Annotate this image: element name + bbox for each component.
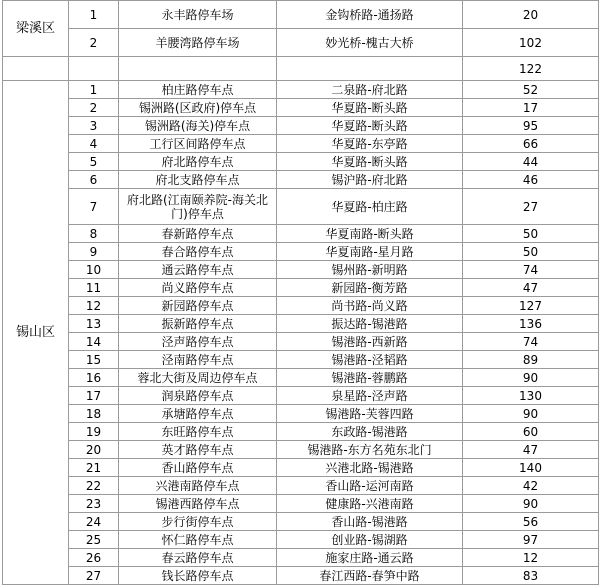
table-row: [3, 333, 599, 351]
row-number: 27: [69, 567, 119, 585]
road-section: 华夏路-断头路: [277, 153, 463, 171]
space-count: 140: [463, 459, 599, 477]
road-section: 华夏路-断头路: [277, 99, 463, 117]
space-count: 74: [463, 261, 599, 279]
space-count: 20: [463, 1, 599, 29]
empty-cell: [3, 57, 69, 81]
row-number: 10: [69, 261, 119, 279]
parking-name: 英才路停车点: [119, 441, 277, 459]
road-section: 尚书路-尚义路: [277, 297, 463, 315]
row-number: 18: [69, 405, 119, 423]
space-count: 130: [463, 387, 599, 405]
parking-name: 泾南路停车点: [119, 351, 277, 369]
parking-name: 怀仁路停车点: [119, 531, 277, 549]
space-count: 97: [463, 531, 599, 549]
row-number: 15: [69, 351, 119, 369]
row-number: 11: [69, 279, 119, 297]
road-section: 香山路-运河南路: [277, 477, 463, 495]
space-count: 95: [463, 117, 599, 135]
row-number: 2: [69, 29, 119, 57]
parking-name: 香山路停车点: [119, 459, 277, 477]
parking-name: 兴港南路停车点: [119, 477, 277, 495]
table-row: [3, 243, 599, 261]
road-section: 锡州路-新明路: [277, 261, 463, 279]
row-number: 9: [69, 243, 119, 261]
table-row: [3, 153, 599, 171]
parking-name: 润泉路停车点: [119, 387, 277, 405]
space-count: 44: [463, 153, 599, 171]
space-count: 52: [463, 81, 599, 99]
parking-name: 锡洲路(海关)停车点: [119, 117, 277, 135]
space-count: 102: [463, 29, 599, 57]
road-section: 施家庄路-通云路: [277, 549, 463, 567]
road-section: 二泉路-府北路: [277, 81, 463, 99]
road-section: 新园路-衡芳路: [277, 279, 463, 297]
road-section: 锡港路-蓉鹏路: [277, 369, 463, 387]
parking-name: 泾声路停车点: [119, 333, 277, 351]
parking-name: 钱长路停车点: [119, 567, 277, 585]
space-count: 66: [463, 135, 599, 153]
space-count: 12: [463, 549, 599, 567]
space-count: 89: [463, 351, 599, 369]
road-section: 锡港路-西新路: [277, 333, 463, 351]
road-section: 泉星路-泾声路: [277, 387, 463, 405]
road-section: 创业路-锡湖路: [277, 531, 463, 549]
parking-name: 春云路停车点: [119, 549, 277, 567]
table-row: [3, 225, 599, 243]
table-row: [3, 171, 599, 189]
empty-cell: [69, 57, 119, 81]
space-count: 74: [463, 333, 599, 351]
road-section: 健康路-兴港南路: [277, 495, 463, 513]
row-number: 23: [69, 495, 119, 513]
row-number: 21: [69, 459, 119, 477]
parking-name: 柏庄路停车点: [119, 81, 277, 99]
parking-name: 东旺路停车点: [119, 423, 277, 441]
space-count: 27: [463, 189, 599, 225]
road-section: 东政路-锡港路: [277, 423, 463, 441]
parking-name: 春合路停车点: [119, 243, 277, 261]
parking-name: 府北支路停车点: [119, 171, 277, 189]
parking-name: 工行区间路停车点: [119, 135, 277, 153]
subtotal-row: [3, 57, 599, 81]
table-row: [3, 315, 599, 333]
space-count: 56: [463, 513, 599, 531]
parking-name: 锡洲路(区政府)停车点: [119, 99, 277, 117]
row-number: 7: [69, 189, 119, 225]
space-count: 60: [463, 423, 599, 441]
space-count: 17: [463, 99, 599, 117]
road-section: 振达路-锡港路: [277, 315, 463, 333]
table-row: [3, 531, 599, 549]
subtotal-value: 122: [463, 57, 599, 81]
space-count: 46: [463, 171, 599, 189]
table-body: [3, 1, 599, 585]
table-row: [3, 459, 599, 477]
row-number: 1: [69, 1, 119, 29]
parking-table: [2, 0, 599, 585]
row-number: 5: [69, 153, 119, 171]
road-section: 兴港北路-锡港路: [277, 459, 463, 477]
row-number: 22: [69, 477, 119, 495]
space-count: 50: [463, 225, 599, 243]
road-section: 锡港路-芙蓉四路: [277, 405, 463, 423]
row-number: 2: [69, 99, 119, 117]
table-row: [3, 549, 599, 567]
space-count: 90: [463, 369, 599, 387]
space-count: 136: [463, 315, 599, 333]
row-number: 20: [69, 441, 119, 459]
table-row: [3, 405, 599, 423]
table-row: [3, 29, 599, 57]
empty-cell: [277, 57, 463, 81]
empty-cell: [119, 57, 277, 81]
table-row: [3, 369, 599, 387]
row-number: 25: [69, 531, 119, 549]
road-section: 金钩桥路-通扬路: [277, 1, 463, 29]
table-row: [3, 567, 599, 585]
parking-name: 承塘路停车点: [119, 405, 277, 423]
space-count: 83: [463, 567, 599, 585]
parking-name: 步行街停车点: [119, 513, 277, 531]
table-row: [3, 297, 599, 315]
table-row: [3, 189, 599, 225]
road-section: 华夏南路-断头路: [277, 225, 463, 243]
road-section: 华夏路-柏庄路: [277, 189, 463, 225]
parking-name: 蓉北大街及周边停车点: [119, 369, 277, 387]
table-row: [3, 117, 599, 135]
parking-name: 振新路停车点: [119, 315, 277, 333]
road-section: 华夏路-断头路: [277, 117, 463, 135]
table-row: [3, 99, 599, 117]
row-number: 1: [69, 81, 119, 99]
space-count: 47: [463, 279, 599, 297]
space-count: 50: [463, 243, 599, 261]
table-row: [3, 477, 599, 495]
parking-name: 新园路停车点: [119, 297, 277, 315]
road-section: 妙光桥-槐古大桥: [277, 29, 463, 57]
table-row: [3, 495, 599, 513]
table-row: [3, 261, 599, 279]
row-number: 12: [69, 297, 119, 315]
space-count: 90: [463, 495, 599, 513]
parking-name: 羊腰湾路停车场: [119, 29, 277, 57]
table-row: [3, 387, 599, 405]
row-number: 17: [69, 387, 119, 405]
row-number: 4: [69, 135, 119, 153]
row-number: 14: [69, 333, 119, 351]
table-row: [3, 279, 599, 297]
table-row: [3, 513, 599, 531]
road-section: 华夏南路-星月路: [277, 243, 463, 261]
row-number: 3: [69, 117, 119, 135]
district-cell: 梁溪区: [3, 1, 69, 57]
parking-name: 尚义路停车点: [119, 279, 277, 297]
road-section: 香山路-锡港路: [277, 513, 463, 531]
table-row: [3, 1, 599, 29]
table-row: [3, 351, 599, 369]
space-count: 90: [463, 405, 599, 423]
table-row: [3, 423, 599, 441]
space-count: 47: [463, 441, 599, 459]
row-number: 8: [69, 225, 119, 243]
row-number: 19: [69, 423, 119, 441]
table-row: [3, 135, 599, 153]
parking-name: 春新路停车点: [119, 225, 277, 243]
road-section: 锡港路-东方名苑东北门: [277, 441, 463, 459]
space-count: 127: [463, 297, 599, 315]
row-number: 6: [69, 171, 119, 189]
parking-name: 锡港西路停车点: [119, 495, 277, 513]
parking-name: 永丰路停车场: [119, 1, 277, 29]
space-count: 42: [463, 477, 599, 495]
row-number: 24: [69, 513, 119, 531]
row-number: 16: [69, 369, 119, 387]
row-number: 13: [69, 315, 119, 333]
table-row: [3, 441, 599, 459]
district-cell: 锡山区: [3, 81, 69, 585]
parking-name: 府北路(江南颐养院-海关北门)停车点: [119, 189, 277, 225]
road-section: 华夏路-东亭路: [277, 135, 463, 153]
road-section: 锡港路-泾韬路: [277, 351, 463, 369]
table-row: [3, 81, 599, 99]
road-section: 春江西路-春笋中路: [277, 567, 463, 585]
road-section: 锡沪路-府北路: [277, 171, 463, 189]
parking-name: 通云路停车点: [119, 261, 277, 279]
row-number: 26: [69, 549, 119, 567]
parking-name: 府北路停车点: [119, 153, 277, 171]
